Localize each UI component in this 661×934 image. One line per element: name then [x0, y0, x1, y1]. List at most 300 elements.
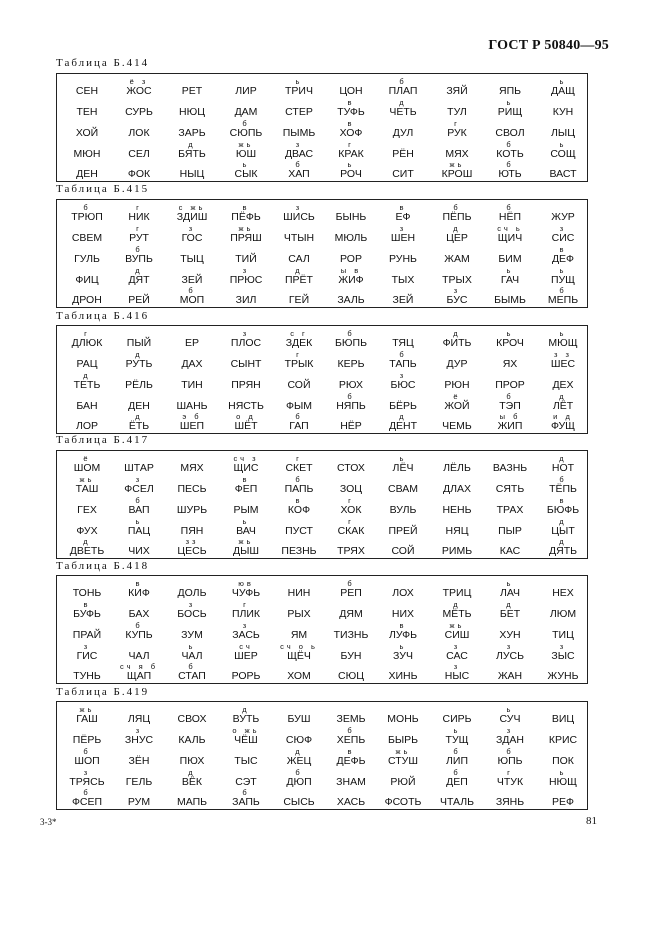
word: РЕТ [181, 85, 203, 97]
table-cell [273, 518, 325, 537]
word: ДЕФЬ [336, 755, 366, 767]
table-cell [273, 643, 325, 662]
table-cell [220, 330, 272, 349]
table-cell [220, 287, 272, 306]
word: ЗАЛЬ [337, 294, 365, 306]
accent-mark: б [83, 747, 91, 756]
word: ЧАЛ [128, 650, 150, 662]
accent-mark: б [559, 475, 567, 484]
accent-mark: г [84, 329, 90, 338]
word: ГЕХ [77, 504, 97, 516]
table-cell [325, 161, 377, 180]
table-cell [113, 622, 165, 641]
table-cell [273, 727, 325, 746]
table-cell [325, 246, 377, 265]
word: КРАК [338, 148, 364, 160]
accent-mark: ь [506, 705, 514, 714]
word: ТРИЦ [442, 587, 472, 599]
word: ХИНЬ [388, 670, 418, 682]
table-cell [537, 643, 589, 662]
table-cell [220, 455, 272, 474]
word: ШИСЬ [283, 211, 315, 223]
table-cell [61, 706, 113, 725]
table-cell [325, 455, 377, 474]
word: ТЫС [234, 755, 258, 767]
word: ЧТУК [496, 776, 524, 788]
accent-mark: ь [399, 642, 407, 651]
word: ПАПЬ [284, 483, 314, 495]
table-cell [220, 413, 272, 432]
word: СИС [551, 232, 575, 244]
word: ДВАС [284, 148, 314, 160]
table-cell [431, 663, 483, 682]
table-cell [166, 643, 218, 662]
table-cell [537, 622, 589, 641]
table-cell [325, 267, 377, 286]
table-cell [325, 789, 377, 808]
accent-mark: д [399, 412, 407, 421]
table-cell [166, 538, 218, 557]
table-cell [325, 643, 377, 662]
word: ЖИФ [338, 274, 364, 286]
word: МЯХ [445, 148, 469, 160]
word: ШЕР [234, 650, 258, 662]
word: ЗУЧ [393, 650, 413, 662]
word: РЕП [340, 587, 362, 599]
word: БУФЬ [73, 608, 101, 620]
accent-mark: ё [83, 454, 91, 463]
accent-mark: з [453, 286, 461, 295]
word: РЮН [444, 379, 470, 391]
table-cell [325, 518, 377, 537]
accent-mark: ь [188, 642, 196, 651]
accent-mark: д [559, 392, 567, 401]
word: ЗЕЙ [181, 274, 203, 286]
table-cell [113, 476, 165, 495]
table-cell [431, 225, 483, 244]
word: МОП [179, 294, 205, 306]
accent-mark: г [348, 140, 354, 149]
word: ЗАПЬ [232, 796, 260, 808]
word: ЖАН [497, 670, 523, 682]
table-cell [484, 622, 536, 641]
word: ГАШ [76, 713, 98, 725]
table-cell [273, 204, 325, 223]
table-cell [61, 789, 113, 808]
table-cell [431, 287, 483, 306]
table-cell [431, 789, 483, 808]
word: СЭТ [235, 776, 257, 788]
word: РУНЬ [389, 253, 417, 265]
table-cell [484, 455, 536, 474]
word: ТУФЬ [337, 106, 365, 118]
table-cell [220, 78, 272, 97]
table-cell [377, 476, 429, 495]
word: ПЛАП [388, 85, 418, 97]
word: КРИС [548, 734, 578, 746]
accent-mark: б [506, 140, 514, 149]
word: ТИЙ [235, 253, 257, 265]
word: ЩАП [126, 670, 152, 682]
accent-mark: д [188, 768, 196, 777]
word: БЫМЬ [494, 294, 526, 306]
table-cell [377, 622, 429, 641]
word: ВЁК [181, 776, 203, 788]
word: ФИЦ [75, 274, 99, 286]
accent-mark: б [242, 788, 250, 797]
word: ЛЁЧ [392, 462, 414, 474]
table-cell [484, 204, 536, 223]
accent-mark: сч [239, 642, 253, 651]
table-cell [377, 267, 429, 286]
word: ДОЛЬ [177, 587, 207, 599]
accent-mark: жь [395, 747, 411, 756]
word: БЫНЬ [335, 211, 367, 223]
word: ПЛОС [230, 337, 262, 349]
word: ПРЯН [231, 379, 261, 391]
word: ГАЧ [500, 274, 520, 286]
accent-mark: з [453, 662, 461, 671]
table-cell [166, 518, 218, 537]
accent-mark: в [559, 496, 567, 505]
word: ХУН [499, 629, 521, 641]
accent-mark: б [506, 392, 514, 401]
table-cell [220, 538, 272, 557]
table-cell [220, 580, 272, 599]
accent-mark: г [136, 203, 142, 212]
word: НОТ [551, 462, 575, 474]
table-cell [325, 372, 377, 391]
accent-mark: б [453, 768, 461, 777]
word: ПУЩ [550, 274, 576, 286]
word: ХОЙ [75, 127, 99, 139]
table-cell [273, 455, 325, 474]
word: ЛОХ [392, 587, 414, 599]
accent-mark: б [188, 662, 196, 671]
table-cell [484, 497, 536, 516]
word: ЦОН [339, 85, 363, 97]
word: МЕПЬ [547, 294, 579, 306]
accent-mark: в [135, 579, 143, 588]
accent-mark: д [453, 329, 461, 338]
table-cell [220, 727, 272, 746]
table-cell [273, 748, 325, 767]
accent-mark: зз [185, 537, 199, 546]
word: ЛУСЬ [495, 650, 525, 662]
accent-mark: г [296, 350, 302, 359]
accent-mark: ь [506, 98, 514, 107]
word: ЧТЫН [283, 232, 315, 244]
word: МЮЩ [548, 337, 578, 349]
word: СЕН [75, 85, 99, 97]
word: СИТ [392, 168, 414, 180]
accent-mark: з [242, 621, 250, 630]
word: НЯСТЬ [228, 400, 264, 412]
table-cell [273, 789, 325, 808]
word: ТЯЦ [392, 337, 414, 349]
table-cell [61, 120, 113, 139]
word: БУН [340, 650, 362, 662]
word: ПАЦ [127, 525, 151, 537]
table-cell [431, 393, 483, 412]
table-cell [484, 538, 536, 557]
accent-mark: з [295, 203, 303, 212]
accent-mark: юв [238, 579, 254, 588]
table-cell [61, 204, 113, 223]
table-title: Таблица Б.418 [56, 560, 150, 572]
accent-mark: в [559, 245, 567, 254]
table-cell [377, 769, 429, 788]
table-cell [325, 497, 377, 516]
table-cell [431, 706, 483, 725]
word: СИРЬ [442, 713, 472, 725]
table-cell [166, 393, 218, 412]
word: БЮФЬ [546, 504, 580, 516]
table-cell [273, 476, 325, 495]
table-title: Таблица Б.419 [56, 686, 150, 698]
table-cell [484, 351, 536, 370]
word: ЗОЦ [339, 483, 363, 495]
word: СЮЦ [338, 670, 364, 682]
word: ЛОР [75, 420, 99, 432]
table-cell [166, 161, 218, 180]
word: СТОХ [337, 462, 365, 474]
word: РЮЙ [390, 776, 416, 788]
word: ХОМ [287, 670, 311, 682]
table-cell [325, 120, 377, 139]
accent-mark: ь [506, 266, 514, 275]
table-cell [61, 769, 113, 788]
accent-mark: д [83, 371, 91, 380]
word-table [56, 73, 588, 182]
table-cell [537, 413, 589, 432]
word: СВЕМ [71, 232, 103, 244]
word: ДЛАХ [442, 483, 471, 495]
accent-mark: с жь [178, 203, 206, 212]
word: САС [446, 650, 468, 662]
table-cell [113, 727, 165, 746]
table-cell [273, 246, 325, 265]
accent-mark: б [242, 119, 250, 128]
word: ПОК [552, 755, 574, 767]
accent-mark: з [188, 600, 196, 609]
table-cell [61, 413, 113, 432]
table-cell [166, 455, 218, 474]
accent-mark: б [506, 160, 514, 169]
table-cell [325, 727, 377, 746]
table-cell [325, 413, 377, 432]
word: ЗИЛ [235, 294, 257, 306]
accent-mark: з [188, 224, 196, 233]
table-cell [220, 99, 272, 118]
accent-mark: жь [449, 160, 465, 169]
word: НЁР [340, 420, 362, 432]
word: ЦЫТ [551, 525, 575, 537]
table-cell [166, 748, 218, 767]
word: МЯХ [180, 462, 204, 474]
table-cell [377, 225, 429, 244]
word: ФСЕП [71, 796, 103, 808]
accent-mark: б [399, 77, 407, 86]
word: ВАСТ [549, 168, 577, 180]
accent-mark: з [559, 224, 567, 233]
accent-mark: в [399, 621, 407, 630]
accent-mark: ь [559, 140, 567, 149]
table-cell [220, 622, 272, 641]
word: ДЯТЬ [549, 545, 577, 557]
accent-mark: б [347, 726, 355, 735]
table-cell [484, 789, 536, 808]
table-cell [537, 580, 589, 599]
table-cell [537, 246, 589, 265]
word: КАС [499, 545, 521, 557]
word: ЖУР [551, 211, 575, 223]
word: НИХ [391, 608, 415, 620]
word: ФУХ [76, 525, 98, 537]
table-cell [377, 372, 429, 391]
table-cell [377, 204, 429, 223]
table-cell [537, 120, 589, 139]
table-cell [484, 99, 536, 118]
word: ЗЯНЬ [495, 796, 525, 808]
word: СЮФ [285, 734, 313, 746]
word: ЕФ [395, 211, 411, 223]
table-cell [113, 601, 165, 620]
word: ТУЩ [445, 734, 469, 746]
table-cell [273, 601, 325, 620]
accent-mark: ь [559, 768, 567, 777]
table-cell [484, 601, 536, 620]
table-cell [273, 99, 325, 118]
accent-mark: в [347, 98, 355, 107]
word: НЕХ [552, 587, 574, 599]
word: ГОС [181, 232, 203, 244]
accent-mark: б [83, 788, 91, 797]
table-cell [166, 789, 218, 808]
page-number: 81 [586, 815, 597, 827]
table-cell [431, 99, 483, 118]
table-cell [113, 518, 165, 537]
table-cell [113, 78, 165, 97]
word: ГИС [76, 650, 98, 662]
word: ГАП [289, 420, 309, 432]
word: БЁРЬ [389, 400, 417, 412]
word: СУЧ [499, 713, 521, 725]
accent-mark: жь [79, 705, 95, 714]
accent-mark: д [83, 537, 91, 546]
word: ТРИЧ [285, 85, 313, 97]
word: ТЕТЬ [73, 379, 101, 391]
table-cell [113, 748, 165, 767]
word: ЗДЕК [285, 337, 313, 349]
table-cell [113, 246, 165, 265]
table-title: Таблица Б.415 [56, 183, 150, 195]
table-cell [220, 497, 272, 516]
table-cell [113, 120, 165, 139]
accent-mark: б [295, 160, 303, 169]
word: ЛАЧ [499, 587, 521, 599]
accent-mark: д [453, 224, 461, 233]
word: СОЙ [391, 545, 415, 557]
word: ТАШ [75, 483, 99, 495]
table-cell [166, 663, 218, 682]
table-cell [431, 727, 483, 746]
word-table [56, 701, 588, 810]
word: ДЕФ [551, 253, 575, 265]
table-cell [61, 393, 113, 412]
table-cell [113, 455, 165, 474]
table-cell [484, 727, 536, 746]
word: ШЁТ [234, 420, 258, 432]
word: ШУРЬ [176, 504, 208, 516]
table-cell [220, 204, 272, 223]
accent-mark: д [506, 600, 514, 609]
table-cell [325, 330, 377, 349]
word: ХОК [340, 504, 362, 516]
word: ТОНЬ [72, 587, 102, 599]
word: ТИЗНЬ [333, 629, 369, 641]
accent-mark: г [454, 119, 460, 128]
word: СОЙ [287, 379, 311, 391]
accent-mark: о жь [232, 726, 260, 735]
table-cell [220, 789, 272, 808]
word: ЛЮМ [549, 608, 577, 620]
word: РЫМ [233, 504, 259, 516]
word: ЯПЬ [498, 85, 522, 97]
accent-mark: с г [290, 329, 308, 338]
word: ЗЕМЬ [336, 713, 366, 725]
table-cell [537, 287, 589, 306]
word: ЗНАМ [336, 776, 366, 788]
word: ЗДАН [495, 734, 525, 746]
table-cell [484, 246, 536, 265]
table-cell [61, 455, 113, 474]
accent-mark: д [559, 537, 567, 546]
table-cell [484, 769, 536, 788]
word: СЫСЬ [283, 796, 315, 808]
table-cell [273, 330, 325, 349]
table-cell [220, 372, 272, 391]
word: ЗАРЬ [178, 127, 206, 139]
print-signature: 3-3* [40, 817, 57, 827]
word: СИШ [444, 629, 470, 641]
word: ЩИЧ [497, 232, 523, 244]
word: ДРОН [72, 294, 102, 306]
word: СКЕТ [285, 462, 313, 474]
table-cell [484, 141, 536, 160]
word: ФСОТЬ [384, 796, 422, 808]
accent-mark: в [242, 475, 250, 484]
table-cell [166, 78, 218, 97]
word: ЧИХ [128, 545, 150, 557]
word: ДЕХ [552, 379, 574, 391]
accent-mark: з [453, 642, 461, 651]
word: СЯТЬ [495, 483, 525, 495]
table-cell [113, 161, 165, 180]
accent-mark: г [136, 224, 142, 233]
word: ПЁФЬ [231, 211, 261, 223]
word: ПРЁТ [285, 274, 313, 286]
word: СТАП [178, 670, 206, 682]
table-cell [220, 643, 272, 662]
table-cell [273, 706, 325, 725]
table-cell [113, 789, 165, 808]
word: ТУЛ [447, 106, 467, 118]
table-cell [484, 580, 536, 599]
word: ТИЦ [552, 629, 574, 641]
table-cell [537, 372, 589, 391]
table-cell [166, 267, 218, 286]
